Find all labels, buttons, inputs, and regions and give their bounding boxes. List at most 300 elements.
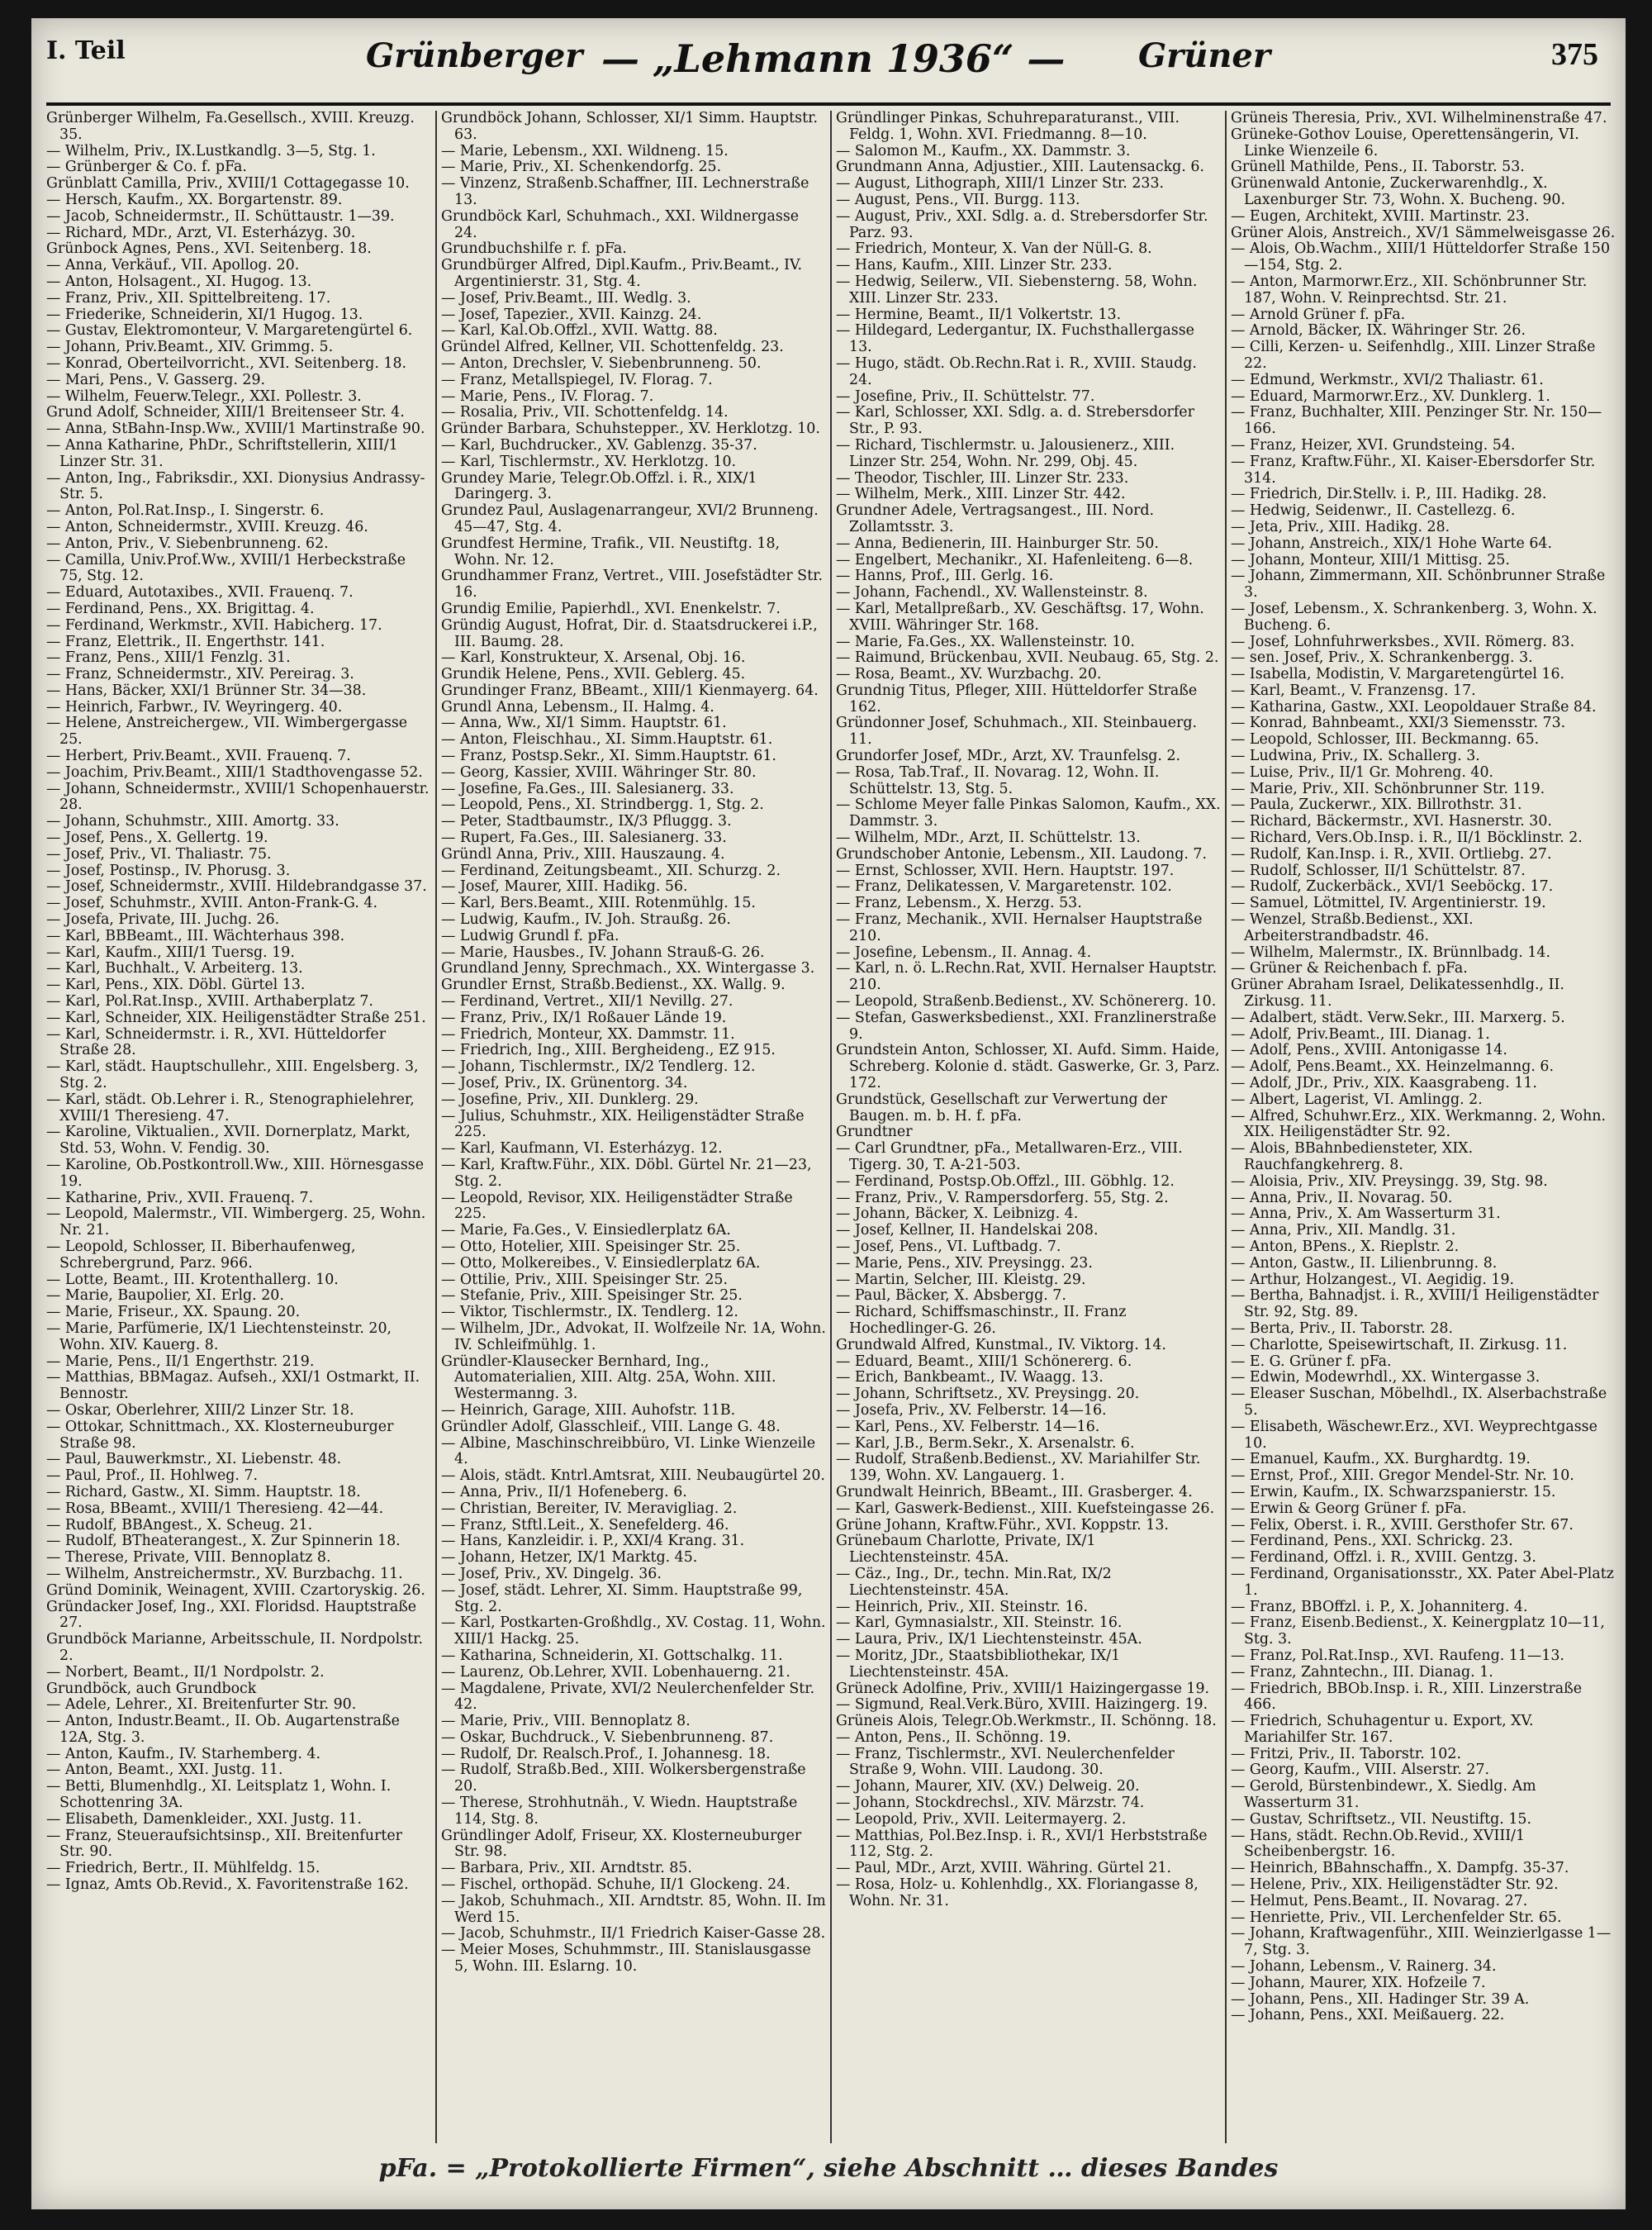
- directory-entry: — Leopold, Priv., XVII. Leitermayerg. 2.: [836, 1810, 1127, 1828]
- directory-entry: — Rosa, Holz- u. Kohlenhdlg., XX. Floriangasse 8, Wohn. Nr. 31.: [836, 1876, 1199, 1909]
- directory-entry: — Anton, Fleischhau., XI. Simm.Hauptstr. 61.: [441, 731, 773, 749]
- directory-entry: — Karl, Gymnasialstr., XII. Steinstr. 16.: [836, 1614, 1123, 1632]
- directory-entry: — Johann, Anstreich., XIX/1 Hohe Warte 64.: [1231, 535, 1552, 552]
- directory-entry: — Anna, Priv., XII. Mandlg. 31.: [1231, 1222, 1456, 1239]
- directory-entry: — Johann, Tischlermstr., IX/2 Tendlerg. 12.: [441, 1058, 756, 1076]
- directory-entry: — Karl, Kaufmann, VI. Esterházyg. 12.: [441, 1140, 723, 1158]
- directory-entry: Grundnig Titus, Pfleger, XIII. Hütteldorfer Straße 162.: [836, 682, 1198, 716]
- directory-entry: — Karoline, Viktualien., XVII. Dornerplatz, Markt, Std. 53, Wohn. V. Fendig. 30.: [46, 1124, 411, 1158]
- directory-entry: — Johann, Pens., XII. Hadinger Str. 39 A.: [1231, 1990, 1530, 2008]
- directory-entry: — Richard, MDr., Arzt, VI. Esterházyg. 30.: [46, 224, 356, 241]
- directory-entry: — Josef, Pens., VI. Luftbadg. 7.: [836, 1238, 1061, 1255]
- directory-entry: — Gustav, Elektromonteur, V. Margaretengürtel 6.: [46, 322, 413, 340]
- directory-entry: — Anton, Pol.Rat.Insp., I. Singerstr. 6.: [46, 502, 325, 520]
- directory-entry: — Oskar, Oberlehrer, XIII/2 Linzer Str. 18.: [46, 1401, 354, 1419]
- directory-entry: — Franz, Pens., XIII/1 Fenzlg. 31.: [46, 649, 291, 667]
- directory-entry: — Albine, Maschinschreibbüro, VI. Linke Wienzeile 4.: [441, 1434, 816, 1468]
- directory-entry: — Josefa, Priv., XV. Felberstr. 14—16.: [836, 1401, 1107, 1419]
- directory-entry: Grundhammer Franz, Vertret., VIII. Josefstädter Str. 16.: [441, 568, 824, 601]
- directory-entry: — Ferdinand, Vertret., XII/1 Nevillg. 27.: [441, 993, 733, 1010]
- directory-entry: — Marie, Priv., VIII. Bennoplatz 8.: [441, 1713, 691, 1730]
- directory-entry: — Otto, Hotelier, XIII. Speisinger Str. 25.: [441, 1238, 741, 1255]
- directory-entry: — Josef, Schneidermstr., XVIII. Hildebrandgasse 37.: [46, 878, 427, 896]
- directory-entry: — Laura, Priv., IX/1 Liechtensteinstr. 45A.: [836, 1631, 1142, 1648]
- directory-entry: — Franz, Postsp.Sekr., XI. Simm.Hauptstr. 61.: [441, 748, 776, 765]
- directory-entry: Grüneis Theresia, Priv., XVI. Wilhelminenstraße 47.: [1231, 111, 1607, 126]
- directory-entry: — Leopold, Pens., XI. Strindbergg. 1, Stg. 2.: [441, 796, 764, 814]
- directory-entry: Grundschober Antonie, Lebensm., XII. Laudong. 7.: [836, 845, 1208, 863]
- directory-entry: — Ferdinand, Zeitungsbeamt., XII. Schurzg. 2.: [441, 862, 781, 879]
- directory-entry: — Adolf, JDr., Priv., XIX. Kaasgrabeng. 11.: [1231, 1075, 1537, 1092]
- directory-entry: — Albert, Lagerist, VI. Amlingg. 2.: [1231, 1091, 1483, 1108]
- directory-entry: — Anna Katharine, PhDr., Schriftstellerin, XIII/1 Linzer Str. 31.: [46, 436, 398, 470]
- directory-entry: — Johann, Bäcker, X. Leibnizg. 4.: [836, 1205, 1079, 1223]
- directory-entry: — Arnold Grüner f. pFa.: [1231, 306, 1406, 323]
- directory-entry: — Heinrich, Priv., XII. Steinstr. 16.: [836, 1598, 1089, 1615]
- directory-entry: — Ernst, Prof., XIII. Gregor Mendel-Str. Nr. 10.: [1231, 1467, 1574, 1485]
- directory-entry: — Anton, Schneidermstr., XVIII. Kreuzg. 46.: [46, 518, 368, 535]
- directory-entry: — Barbara, Priv., XII. Arndtstr. 85.: [441, 1860, 692, 1877]
- directory-entry: Grundböck Karl, Schuhmach., XXI. Wildnergasse 24.: [441, 207, 800, 241]
- directory-entry: — Gustav, Schriftsetz., VII. Neustiftg. 15.: [1231, 1810, 1532, 1828]
- directory-entry: — Karl, städt. Ob.Lehrer i. R., Stenographielehrer, XVIII/1 Theresieng. 47.: [46, 1091, 415, 1125]
- directory-entry: Grundner Adele, Vertragsangest., III. Nord. Zollamtsstr. 3.: [836, 502, 1155, 535]
- directory-entry: — Franz, Heizer, XVI. Grundsteing. 54.: [1231, 436, 1516, 454]
- directory-entry: — Rudolf, Straßenb.Bedienst., XV. Mariahilfer Str. 139, Wohn. XV. Langauerg. 1.: [836, 1451, 1201, 1485]
- directory-entry: — Richard, Tischlermstr. u. Jalousienerz., XIII. Linzer Str. 254, Wohn. Nr. 299, Obj. 45.: [836, 436, 1175, 470]
- directory-entry: — Friedrich, Schuhagentur u. Export, XV. Mariahilfer Str. 167.: [1231, 1713, 1534, 1746]
- footer-note: pFa. = „Protokollierte Firmen“, siehe Abschnitt … dieses Bandes: [378, 2154, 1279, 2183]
- directory-entry: Grüner Alois, Anstreich., XV/1 Sämmelweisgasse 26.: [1231, 224, 1616, 241]
- directory-entry: — Eduard, Marmorwr.Erz., XV. Dunklerg. 1.: [1231, 388, 1550, 405]
- directory-entry: — Josefine, Lebensm., II. Annag. 4.: [836, 944, 1092, 961]
- directory-entry: — Rosa, Tab.Traf., II. Novarag. 12, Wohn. II. Schüttelstr. 13, Stg. 5.: [836, 763, 1160, 797]
- directory-entry: — Johann, Lebensm., V. Rainerg. 34.: [1231, 1958, 1497, 1976]
- directory-entry: — Rudolf, BBAngest., X. Scheug. 21.: [46, 1516, 313, 1533]
- page-header: [31, 18, 1626, 109]
- directory-entry: — Ignaz, Amts Ob.Revid., X. Favoritenstraße 162.: [46, 1876, 409, 1894]
- directory-entry: — Josef, Priv.Beamt., III. Wedlg. 3.: [441, 289, 691, 307]
- directory-entry: — Alois, Ob.Wachm., XIII/1 Hütteldorfer Straße 150—154, Stg. 2.: [1231, 240, 1611, 274]
- directory-entry: — Josef, Priv., IX. Grünentorg. 34.: [441, 1075, 688, 1092]
- directory-entry: — Luise, Priv., II/1 Gr. Mohreng. 40.: [1231, 763, 1494, 781]
- directory-entry: — Karl, Beamt., V. Franzensg. 17.: [1231, 682, 1476, 699]
- directory-entry: — Josef, Lohnfuhrwerksbes., XVII. Römerg. 83.: [1231, 633, 1575, 650]
- directory-entry: — Johann, Pens., XXI. Meißauerg. 22.: [1231, 2007, 1505, 2024]
- directory-entry: — Helene, Priv., XIX. Heiligenstädter Str. 92.: [1231, 1876, 1559, 1894]
- directory-entry: — Jacob, Schuhmstr., II/1 Friedrich Kaiser-Gasse 28.: [441, 1925, 826, 1942]
- directory-entry: — Ferdinand, Postsp.Ob.Offzl., III. Göbhlg. 12.: [836, 1172, 1175, 1190]
- directory-entry: — Konrad, Bahnbeamt., XXI/3 Siemensstr. 73.: [1231, 715, 1566, 732]
- directory-entry: — Friedrich, Bertr., II. Mühlfeldg. 15.: [46, 1860, 320, 1877]
- directory-entry: — Ludwina, Priv., IX. Schallerg. 3.: [1231, 748, 1480, 765]
- header-rule: [46, 102, 1611, 106]
- directory-entry: — Richard, Vers.Ob.Insp. i. R., II/1 Böcklinstr. 2.: [1231, 830, 1583, 847]
- directory-entry: — Marie, Baupolier, XI. Erlg. 20.: [46, 1287, 284, 1305]
- directory-entry: — Karl, Buchhalt., V. Arbeiterg. 13.: [46, 960, 303, 977]
- directory-entry: — August, Lithograph, XIII/1 Linzer Str. 233.: [836, 175, 1165, 193]
- directory-entry: — Ottokar, Schnittmach., XX. Klosterneuburger Straße 98.: [46, 1418, 394, 1452]
- directory-entry: — Emanuel, Kaufm., XX. Burghardtg. 19.: [1231, 1451, 1531, 1468]
- directory-entry: Grüneck Adolfine, Priv., XVIII/1 Haizingergasse 19.: [836, 1680, 1210, 1697]
- directory-entry: — Karl, BBBeamt., III. Wächterhaus 398.: [46, 927, 345, 944]
- directory-entry: Gründig August, Hofrat, Dir. d. Staatsdruckerei i.P., III. Baumg. 28.: [441, 616, 818, 650]
- directory-entry: — Marie, Fa.Ges., XX. Wallensteinstr. 10.: [836, 633, 1135, 650]
- directory-entry: — Anna, Priv., II/1 Hofeneberg. 6.: [441, 1483, 687, 1500]
- directory-entry: — Jacob, Schneidermstr., II. Schüttaustr. 1—39.: [46, 207, 395, 225]
- directory-entry: — Wilhelm, Priv., IX.Lustkandlg. 3—5, Stg. 1.: [46, 142, 376, 159]
- directory-entry: — Johann, Maurer, XIV. (XV.) Delweig. 20.: [836, 1778, 1140, 1795]
- directory-entry: — Alois, BBahnbediensteter, XIX. Rauchfangkehrerg. 8.: [1231, 1140, 1474, 1173]
- directory-entry: — Paul, Bauwerkmstr., XI. Liebenstr. 48.: [46, 1451, 342, 1468]
- directory-entry: Grünblatt Camilla, Priv., XVIII/1 Cottagegasse 10.: [46, 175, 410, 193]
- directory-entry: — Richard, Schiffsmaschinstr., II. Franz Hochedlinger-G. 26.: [836, 1304, 1127, 1337]
- directory-entry: — Hermine, Beamt., II/1 Volkertstr. 13.: [836, 306, 1122, 323]
- directory-entry: — Josefine, Priv., II. Schüttelstr. 77.: [836, 388, 1095, 405]
- directory-entry: Gründel Alfred, Kellner, VII. Schottenfeldg. 23.: [441, 339, 784, 356]
- directory-entry: — Anton, Ing., Fabriksdir., XXI. Dionysius Andrassy-Str. 5.: [46, 469, 425, 503]
- directory-entry: — Johann, Hetzer, IX/1 Marktg. 45.: [441, 1549, 698, 1567]
- directory-entry: — Josef, Maurer, XIII. Hadikg. 56.: [441, 878, 688, 896]
- directory-entry: — Rupert, Fa.Ges., III. Salesianerg. 33.: [441, 830, 727, 847]
- directory-entry: — Vinzenz, Straßenb.Schaffner, III. Lechnerstraße 13.: [441, 175, 809, 208]
- directory-entry: — Friederike, Schneiderin, XI/1 Hugog. 13.: [46, 306, 363, 323]
- directory-entry: — Josef, städt. Lehrer, XI. Simm. Hauptstraße 99, Stg. 2.: [441, 1581, 803, 1615]
- directory-entry: — Johann, Monteur, XIII/1 Mittisg. 25.: [1231, 551, 1510, 568]
- directory-entry: — Anton, Industr.Beamt., II. Ob. Augartenstraße 12A, Stg. 3.: [46, 1713, 400, 1746]
- directory-entry: — Carl Grundtner, pFa., Metallwaren-Erz., VIII. Tigerg. 30, T. A-21-503.: [836, 1140, 1183, 1173]
- directory-entry: Grundland Jenny, Sprechmach., XX. Wintergasse 3.: [441, 960, 815, 977]
- directory-entry: — Karl, Kal.Ob.Offzl., XVII. Wattg. 88.: [441, 322, 718, 340]
- directory-entry: — Franz, Schneidermstr., XIV. Pereirag. 3.: [46, 666, 354, 683]
- directory-entry: — Franz, Kraftw.Führ., XI. Kaiser-Ebersdorfer Str. 314.: [1231, 453, 1596, 487]
- directory-entry: Grundböck, auch Grundbock: [46, 1680, 257, 1697]
- directory-entry: — Anton, Gastw., II. Lilienbrunng. 8.: [1231, 1254, 1498, 1272]
- directory-entry: — Edmund, Werkmstr., XVI/2 Thaliastr. 61.: [1231, 371, 1544, 388]
- directory-entry: — Leopold, Schlosser, II. Biberhaufenweg, Schrebergrund, Parz. 966.: [46, 1238, 356, 1272]
- directory-entry: — Therese, Strohhutnäh., V. Wiedn. Hauptstraße 114, Stg. 8.: [441, 1795, 798, 1828]
- directory-entry: — Cilli, Kerzen- u. Seifenhdlg., XIII. Linzer Straße 22.: [1231, 339, 1596, 372]
- directory-entry: — Wilhelm, JDr., Advokat, II. Wolfzeile Nr. 1A, Wohn. IV. Schleifmühlg. 1.: [441, 1319, 826, 1353]
- directory-entry: Gründlinger Adolf, Friseur, XX. Klosterneuburger Str. 98.: [441, 1827, 802, 1861]
- page-title: — „Lehmann 1936“ —: [601, 36, 1066, 81]
- directory-entry: — Laurenz, Ob.Lehrer, XVII. Lobenhauerng. 21.: [441, 1663, 790, 1681]
- directory-entry: — Josef, Schuhmstr., XVIII. Anton-Frank-G. 4.: [46, 895, 377, 912]
- directory-entry: — Karl, Bers.Beamt., XIII. Rotenmühlg. 15.: [441, 895, 756, 912]
- directory-entry: — Wilhelm, Feuerw.Telegr., XXI. Pollestr. 3.: [46, 388, 362, 405]
- directory-entry: Grünenwald Antonie, Zuckerwarenhdlg., X. Laxenburger Str. 73, Wohn. X. Bucheng. 90.: [1231, 175, 1565, 208]
- directory-entry: — Eleaser Suschan, Möbelhdl., IX. Alserbachstraße 5.: [1231, 1386, 1607, 1419]
- directory-entry: Grünell Mathilde, Pens., II. Taborstr. 53.: [1231, 159, 1525, 176]
- directory-entry: — Franz, Buchhalter, XIII. Penzinger Str. Nr. 150—166.: [1231, 404, 1602, 438]
- directory-entry: — Anton, BPens., X. Rieplstr. 2.: [1231, 1238, 1460, 1255]
- directory-entry: — Friedrich, Dir.Stellv. i. P., III. Hadikg. 28.: [1231, 486, 1547, 503]
- directory-entry: — Matthias, BBMagaz. Aufseh., XXI/1 Ostmarkt, II. Bennostr.: [46, 1369, 420, 1403]
- directory-entry: — Marie, Friseur., XX. Spaung. 20.: [46, 1304, 301, 1321]
- directory-entry: — Franz, Zahntechn., III. Dianag. 1.: [1231, 1663, 1493, 1681]
- directory-entry: — Heinrich, Garage, XIII. Auhofstr. 11B.: [441, 1401, 736, 1419]
- directory-entry: — Anna, StBahn-Insp.Ww., XVIII/1 Martinstraße 90.: [46, 421, 425, 438]
- directory-entry: — Anton, Pens., II. Schönng. 19.: [836, 1728, 1071, 1746]
- directory-entry: — Georg, Kassier, XVIII. Währinger Str. 80.: [441, 763, 757, 781]
- directory-entry: — Grünberger & Co. f. pFa.: [46, 159, 247, 176]
- directory-entry: — Paul, MDr., Arzt, XVIII. Währing. Gürtel 21.: [836, 1860, 1172, 1877]
- directory-entry: — Edwin, Modewrhdl., XX. Wintergasse 3.: [1231, 1369, 1540, 1386]
- directory-entry: — Anna, Priv., X. Am Wasserturm 31.: [1231, 1205, 1501, 1223]
- directory-entry: — Therese, Private, VIII. Bennoplatz 8.: [46, 1549, 331, 1567]
- directory-entry: Grundez Paul, Auslagenarrangeur, XVI/2 Brunneng. 45—47, Stg. 4.: [441, 502, 819, 535]
- directory-entry: — Josef, Postinsp., IV. Phorusg. 3.: [46, 862, 291, 879]
- directory-entry: Grundorfer Josef, MDr., Arzt, XV. Traunfelsg. 2.: [836, 748, 1181, 765]
- directory-entry: — Paul, Prof., II. Hohlweg. 7.: [46, 1467, 259, 1485]
- directory-entry: — Marie, Fa.Ges., V. Einsiedlerplatz 6A.: [441, 1222, 731, 1239]
- directory-entry: — Franz, Eisenb.Bedienst., X. Keinergplatz 10—11, Stg. 3.: [1231, 1614, 1605, 1648]
- directory-entry: — Josef, Kellner, II. Handelskai 208.: [836, 1222, 1099, 1239]
- directory-entry: — Adele, Lehrer., XI. Breitenfurter Str. 90.: [46, 1696, 357, 1714]
- page-number: 375: [1551, 37, 1598, 72]
- directory-entry: — Samuel, Lötmittel, IV. Argentinierstr. 19.: [1231, 895, 1546, 912]
- directory-entry: Grundböck Johann, Schlosser, XI/1 Simm. Hauptstr. 63.: [441, 111, 819, 143]
- directory-entry: — Felix, Oberst. i. R., XVIII. Gersthofer Str. 67.: [1231, 1516, 1574, 1533]
- directory-entry: — Erwin & Georg Grüner f. pFa.: [1231, 1500, 1467, 1517]
- directory-entry: — Konrad, Oberteilvorricht., XVI. Seitenberg. 18.: [46, 354, 407, 372]
- directory-entry: — Karl, Pens., XV. Felberstr. 14—16.: [836, 1418, 1100, 1435]
- directory-entry: — Cäz., Ing., Dr., techn. Min.Rat, IX/2 Liechtensteinstr. 45A.: [836, 1565, 1112, 1599]
- directory-entry: — Leopold, Schlosser, III. Beckmanng. 65.: [1231, 731, 1540, 749]
- directory-entry: — Marie, Parfümerie, IX/1 Liechtensteinstr. 20, Wohn. XIV. Kauerg. 8.: [46, 1319, 392, 1353]
- directory-entry: — Friedrich, Monteur, XX. Dammstr. 11.: [441, 1025, 735, 1043]
- directory-entry: — Rudolf, Dr. Realsch.Prof., I. Johannesg. 18.: [441, 1745, 771, 1762]
- directory-entry: — Anna, Priv., II. Novarag. 50.: [1231, 1189, 1453, 1206]
- directory-entry: Grüneis Alois, Telegr.Ob.Werkmstr., II. Schönng. 18.: [836, 1713, 1217, 1730]
- directory-entry: — Franz, Metallspiegel, IV. Florag. 7.: [441, 371, 713, 388]
- directory-entry: — Friedrich, Ing., XIII. Bergheideng., EZ 915.: [441, 1042, 776, 1059]
- directory-entry: — Eduard, Autotaxibes., XVII. Frauenq. 7.: [46, 584, 354, 601]
- first-entry-keyword: Grünberger: [366, 36, 583, 75]
- directory-entry: — Berta, Priv., II. Taborstr. 28.: [1231, 1319, 1453, 1337]
- directory-entry: Gründler Adolf, Glasschleif., VIII. Lange G. 48.: [441, 1418, 781, 1435]
- directory-entry: — Alfred, Schuhwr.Erz., XIX. Werkmanng. 2, Wohn. XIX. Heiligenstädter Str. 92.: [1231, 1107, 1607, 1141]
- directory-entry: — Franz, Priv., V. Rampersdorferg. 55, Stg. 2.: [836, 1189, 1169, 1206]
- directory-entry: — Johann, Fachendl., XV. Wallensteinstr. 8.: [836, 584, 1148, 601]
- directory-entry: — Rudolf, Straßb.Bed., XIII. Wolkersbergenstraße 20.: [441, 1762, 806, 1795]
- directory-entry: Grundig Emilie, Papierhdl., XVI. Enenkelstr. 7.: [441, 600, 781, 617]
- directory-entry: — Meier Moses, Schuhmmstr., III. Stanislausgasse 5, Wohn. III. Eslarng. 10.: [441, 1942, 811, 1976]
- directory-entry: — Aloisia, Priv., XIV. Preysingg. 39, Stg. 98.: [1231, 1172, 1548, 1190]
- directory-entry: — Franz, BBOffzl. i. P., X. Johanniterg. 4.: [1231, 1598, 1528, 1615]
- directory-entry: — Magdalene, Private, XVI/2 Neulerchenfelder Str. 42.: [441, 1680, 815, 1714]
- directory-entry: Grundstein Anton, Schlosser, XI. Aufd. Simm. Haide, Schreberg. Kolonie d. städt. Gaswerke, Gr. 3, Parz. 172.: [836, 1042, 1220, 1092]
- column-divider: [830, 111, 832, 2143]
- directory-entry: — Karl, Pens., XIX. Döbl. Gürtel 13.: [46, 977, 306, 994]
- directory-entry: Grüne Johann, Kraftw.Führ., XVI. Koppstr. 13.: [836, 1516, 1169, 1533]
- directory-entry: — Karl, Schneider, XIX. Heiligenstädter Straße 251.: [46, 1009, 426, 1026]
- directory-entry: Gründ Dominik, Weinagent, XVIII. Czartoryskig. 26.: [46, 1581, 425, 1599]
- directory-entry: — Helene, Anstreichergew., VII. Wimbergergasse 25.: [46, 715, 408, 749]
- directory-entry: — Franz, Priv., IX/1 Roßauer Lände 19.: [441, 1009, 727, 1026]
- directory-entry: — Mari, Pens., V. Gasserg. 29.: [46, 371, 266, 388]
- column-1: [46, 111, 431, 2143]
- directory-entry: — Adolf, Pens., XVIII. Antonigasse 14.: [1231, 1042, 1507, 1059]
- directory-entry: — Karl, n. ö. L.Rechn.Rat, XVII. Hernalser Hauptstr. 210.: [836, 960, 1218, 994]
- directory-entry: — Ferdinand, Offzl. i. R., XVIII. Gentzg. 3.: [1231, 1549, 1536, 1567]
- directory-entry: — Katharine, Priv., XVII. Frauenq. 7.: [46, 1189, 314, 1206]
- directory-entry: — Johann, Schriftsetz., XV. Preysingg. 20.: [836, 1386, 1140, 1403]
- directory-entry: — Hanns, Prof., III. Gerlg. 16.: [836, 568, 1054, 585]
- directory-entry: — Peter, Stadtbaumstr., IX/3 Pfluggg. 3.: [441, 813, 732, 830]
- directory-entry: — Rosa, BBeamt., XVIII/1 Theresieng. 42—44.: [46, 1500, 384, 1517]
- directory-entry: — Johann, Stockdrechsl., XIV. Märzstr. 74.: [836, 1795, 1145, 1812]
- directory-entry: — Anton, Marmorwr.Erz., XII. Schönbrunner Str. 187, Wohn. V. Reinprechtsd. Str. 21.: [1231, 273, 1588, 307]
- directory-entry: Gründl Anna, Priv., XIII. Hauszaung. 4.: [441, 845, 725, 863]
- directory-entry: — Salomon M., Kaufm., XX. Dammstr. 3.: [836, 142, 1131, 159]
- directory-entry: — Karoline, Ob.Postkontroll.Ww., XIII. Hörnesgasse 19.: [46, 1157, 424, 1190]
- directory-entry: — Josef, Pens., X. Gellertg. 19.: [46, 830, 268, 847]
- directory-entry: — Ferdinand, Pens., XX. Brigittag. 4.: [46, 600, 315, 617]
- directory-entry: — Bertha, Bahnadjst. i. R., XVIII/1 Heiligenstädter Str. 92, Stg. 89.: [1231, 1287, 1599, 1321]
- directory-entry: — Rosa, Beamt., XV. Wurzbachg. 20.: [836, 666, 1102, 683]
- directory-entry: — Katharina, Gastw., XXI. Leopoldauer Straße 84.: [1231, 698, 1597, 716]
- column-divider: [1225, 111, 1227, 2143]
- directory-entry: — Alois, städt. Kntrl.Amtsrat, XIII. Neubaugürtel 20.: [441, 1467, 825, 1485]
- directory-entry: — Henriette, Priv., VII. Lerchenfelder Str. 65.: [1231, 1909, 1562, 1926]
- directory-entry: Grundtner: [836, 1124, 913, 1141]
- directory-entry: — Helmut, Pens.Beamt., II. Novarag. 27.: [1231, 1892, 1528, 1909]
- directory-entry: — Erwin, Kaufm., IX. Schwarzspanierstr. 15.: [1231, 1483, 1556, 1500]
- directory-entry: Grundbürger Alfred, Dipl.Kaufm., Priv.Beamt., IV. Argentinierstr. 31, Stg. 4.: [441, 257, 803, 290]
- directory-entry: — Anton, Kaufm., IV. Starhemberg. 4.: [46, 1745, 320, 1762]
- directory-entry: Grundwalt Heinrich, BBeamt., III. Grasberger. 4.: [836, 1483, 1193, 1500]
- column-3: [836, 111, 1221, 2143]
- directory-entry: — Stefanie, Priv., XIII. Speisinger Str. 25.: [441, 1287, 743, 1305]
- directory-entry: — Katharina, Schneiderin, XI. Gottschalkg. 11.: [441, 1647, 783, 1664]
- directory-entry: — Josefa, Private, III. Juchg. 26.: [46, 911, 280, 929]
- directory-entry: — Johann, Zimmermann, XII. Schönbrunner Straße 3.: [1231, 568, 1606, 601]
- directory-entry: — Marie, Pens., IV. Florag. 7.: [441, 388, 654, 405]
- directory-entry: Grundler Ernst, Straßb.Bedienst., XX. Wallg. 9.: [441, 977, 786, 994]
- directory-entry: Grünebaum Charlotte, Private, IX/1 Liechtensteinstr. 45A.: [836, 1533, 1096, 1567]
- directory-entry: — Fischel, orthopäd. Schuhe, II/1 Glockeng. 24.: [441, 1876, 790, 1894]
- directory-entry: Grüner Abraham Israel, Delikatessenhdlg., II. Zirkusg. 11.: [1231, 977, 1564, 1010]
- directory-entry: — Ferdinand, Werkmstr., XVII. Habicherg. 17.: [46, 616, 382, 634]
- directory-entry: Grundl Anna, Lebensm., II. Halmg. 4.: [441, 698, 714, 716]
- directory-entry: — Ludwig Grundl f. pFa.: [441, 927, 620, 944]
- directory-entry: Grünberger Wilhelm, Fa.Gesellsch., XVIII. Kreuzg. 35.: [46, 111, 415, 143]
- directory-entry: — Christian, Bereiter, IV. Meravigliag. 2.: [441, 1500, 738, 1517]
- directory-entry: — Friedrich, Monteur, X. Van der Nüll-G. 8.: [836, 240, 1152, 258]
- directory-entry: — Karl, Tischlermstr., XV. Herklotzg. 10.: [441, 453, 737, 470]
- column-2: [441, 111, 826, 2143]
- directory-page: [31, 18, 1626, 2209]
- directory-entry: — Jeta, Priv., XIII. Hadikg. 28.: [1231, 518, 1450, 535]
- directory-entry: — Hildegard, Ledergantur, IX. Fuchsthallergasse 13.: [836, 322, 1194, 356]
- directory-entry: — Joachim, Priv.Beamt., XIII/1 Stadthovengasse 52.: [46, 763, 423, 781]
- directory-entry: — Karl, Gaswerk-Bedienst., XIII. Kuefsteingasse 26.: [836, 1500, 1215, 1517]
- directory-entry: — Johann, Kraftwagenführ., XIII. Weinzierlgasse 1—7, Stg. 3.: [1231, 1925, 1612, 1959]
- directory-entry: Grundstück, Gesellschaft zur Verwertung der Baugen. m. b. H. f. pFa.: [836, 1091, 1167, 1125]
- directory-entry: — Franz, Lebensm., X. Herzg. 53.: [836, 895, 1082, 912]
- directory-entry: — Karl, Schlosser, XXI. Sdlg. a. d. Strebersdorfer Str., P. 93.: [836, 404, 1194, 438]
- directory-entry: — Eugen, Architekt, XVIII. Martinstr. 23.: [1231, 207, 1530, 225]
- directory-entry: — Josef, Priv., VI. Thaliastr. 75.: [46, 845, 272, 863]
- directory-entry: — Franz, Stftl.Leit., X. Senefelderg. 46.: [441, 1516, 729, 1533]
- directory-entry: Gründer Barbara, Schuhstepper., XV. Herklotzg. 10.: [441, 421, 820, 438]
- directory-entry: Grundbuchshilfe r. f. pFa.: [441, 240, 627, 258]
- directory-entry: Grüneke-Gothov Louise, Operettensängerin, VI. Linke Wienzeile 6.: [1231, 126, 1579, 159]
- directory-entry: — Franz, Priv., XII. Spittelbreiteng. 17.: [46, 289, 331, 307]
- column-4: [1231, 111, 1616, 2143]
- directory-entry: — Heinrich, BBahnschaffn., X. Dampfg. 35-37.: [1231, 1860, 1569, 1877]
- directory-entry: — Karl, Konstrukteur, X. Arsenal, Obj. 16.: [441, 649, 746, 667]
- directory-entry: — Adolf, Pens.Beamt., XX. Heinzelmanng. 6.: [1231, 1058, 1554, 1076]
- directory-entry: Grundik Helene, Pens., XVII. Geblerg. 45.: [441, 666, 746, 683]
- directory-entry: — Hans, Bäcker, XXI/1 Brünner Str. 34—38.: [46, 682, 367, 699]
- directory-entry: — Heinrich, Farbwr., IV. Weyringerg. 40.: [46, 698, 343, 716]
- column-divider: [435, 111, 437, 2143]
- directory-entry: Grundböck Marianne, Arbeitsschule, II. Nordpolstr. 2.: [46, 1631, 423, 1664]
- directory-entry: Gründonner Josef, Schuhmach., XII. Steinbauerg. 11.: [836, 715, 1198, 749]
- directory-entry: — Theodor, Tischler, III. Linzer Str. 233.: [836, 469, 1129, 487]
- directory-entry: Grundinger Franz, BBeamt., XIII/1 Kienmayerg. 64.: [441, 682, 819, 699]
- directory-entry: — Karl, J.B., Berm.Sekr., X. Arsenalstr. 6.: [836, 1434, 1135, 1452]
- directory-entry: — Karl, Kraftw.Führ., XIX. Döbl. Gürtel Nr. 21—23, Stg. 2.: [441, 1157, 812, 1190]
- directory-entry: — Georg, Kaufm., VIII. Alserstr. 27.: [1231, 1762, 1490, 1779]
- directory-entry: — Betti, Blumenhdlg., XI. Leitsplatz 1, Wohn. I. Schottenring 3A.: [46, 1778, 392, 1812]
- directory-entry: — Paula, Zuckerwr., XIX. Billrothstr. 31.: [1231, 796, 1522, 814]
- directory-entry: — Otto, Molkereibes., V. Einsiedlerplatz 6A.: [441, 1254, 761, 1272]
- directory-entry: — Hans, städt. Rechn.Ob.Revid., XVIII/1 Scheibenbergstr. 16.: [1231, 1827, 1526, 1861]
- directory-entry: — Josefine, Priv., XII. Dunklerg. 29.: [441, 1091, 699, 1108]
- directory-entry: — Wenzel, Straßb.Bedienst., XXI. Arbeiterstrandbadstr. 46.: [1231, 911, 1474, 944]
- directory-entry: — Friedrich, BBOb.Insp. i. R., XIII. Linzerstraße 466.: [1231, 1680, 1583, 1714]
- directory-entry: — Franz, Steueraufsichtsinsp., XII. Breitenfurter Str. 90.: [46, 1827, 402, 1861]
- directory-entry: — Martin, Selcher, III. Kleistg. 29.: [836, 1271, 1086, 1288]
- directory-entry: — Hersch, Kaufm., XX. Borgartenstr. 89.: [46, 191, 343, 208]
- directory-entry: Grünbock Agnes, Pens., XVI. Seitenberg. 18.: [46, 240, 372, 258]
- directory-entry: — August, Pens., VII. Burgg. 113.: [836, 191, 1080, 208]
- directory-entry: Grund Adolf, Schneider, XIII/1 Breitenseer Str. 4.: [46, 404, 405, 421]
- directory-entry: — Adalbert, städt. Verw.Sekr., III. Marxerg. 5.: [1231, 1009, 1565, 1026]
- directory-entry: — Oskar, Buchdruck., V. Siebenbrunneng. 87.: [441, 1728, 774, 1746]
- directory-entry: — Arnold, Bäcker, IX. Währinger Str. 26.: [1231, 322, 1526, 340]
- directory-entry: — Rosalia, Priv., VII. Schottenfeldg. 14.: [441, 404, 729, 421]
- directory-entry: — Richard, Bäckermstr., XVI. Hasnerstr. 30.: [1231, 813, 1552, 830]
- directory-entry: — Elisabeth, Damenkleider., XXI. Justg. 11.: [46, 1810, 362, 1828]
- directory-entry: — E. G. Grüner f. pFa.: [1231, 1353, 1392, 1370]
- directory-entry: — Anna, Verkäuf., VII. Apollog. 20.: [46, 257, 300, 274]
- directory-entry: — Hans, Kanzleidir. i. P., XXI/4 Krang. 31.: [441, 1533, 745, 1550]
- directory-entry: — Viktor, Tischlermstr., IX. Tendlerg. 12.: [441, 1304, 738, 1321]
- directory-entry: Grundwald Alfred, Kunstmal., IV. Viktorg. 14.: [836, 1336, 1166, 1353]
- directory-entry: — Hugo, städt. Ob.Rechn.Rat i. R., XVIII. Staudg. 24.: [836, 354, 1197, 388]
- directory-entry: — Charlotte, Speisewirtschaft, II. Zirkusg. 11.: [1231, 1336, 1568, 1353]
- directory-entry: — Paul, Bäcker, X. Absbergg. 7.: [836, 1287, 1066, 1305]
- directory-entry: — Erich, Bankbeamt., IV. Waagg. 13.: [836, 1369, 1104, 1386]
- directory-entry: — Marie, Priv., XI. Schenkendorfg. 25.: [441, 159, 722, 176]
- directory-entry: — Anna, Bedienerin, III. Hainburger Str. 50.: [836, 535, 1159, 552]
- directory-entry: — Ernst, Schlosser, XVII. Hern. Hauptstr. 197.: [836, 862, 1175, 879]
- directory-entry: — Karl, Buchdrucker., XV. Gablenzg. 35-37.: [441, 436, 757, 454]
- directory-entry: — sen. Josef, Priv., X. Schrankenbergg. 3.: [1231, 649, 1533, 667]
- directory-entry: — Josef, Tapezier., XVII. Kainzg. 24.: [441, 306, 702, 323]
- directory-entry: — Gerold, Bürstenbindewr., X. Siedlg. Am Wasserturm 31.: [1231, 1778, 1536, 1812]
- directory-entry: — Norbert, Beamt., II/1 Nordpolstr. 2.: [46, 1663, 325, 1681]
- directory-entry: Gründacker Josef, Ing., XXI. Floridsd. Hauptstraße 27.: [46, 1598, 417, 1632]
- directory-entry: — Franz, Pol.Rat.Insp., XVI. Raufeng. 11—13.: [1231, 1647, 1564, 1664]
- directory-entry: — Herbert, Priv.Beamt., XVII. Frauenq. 7.: [46, 748, 351, 765]
- directory-entry: — Anna, Ww., XI/1 Simm. Hauptstr. 61.: [441, 715, 727, 732]
- directory-entry: — Adolf, Priv.Beamt., III. Dianag. 1.: [1231, 1025, 1490, 1043]
